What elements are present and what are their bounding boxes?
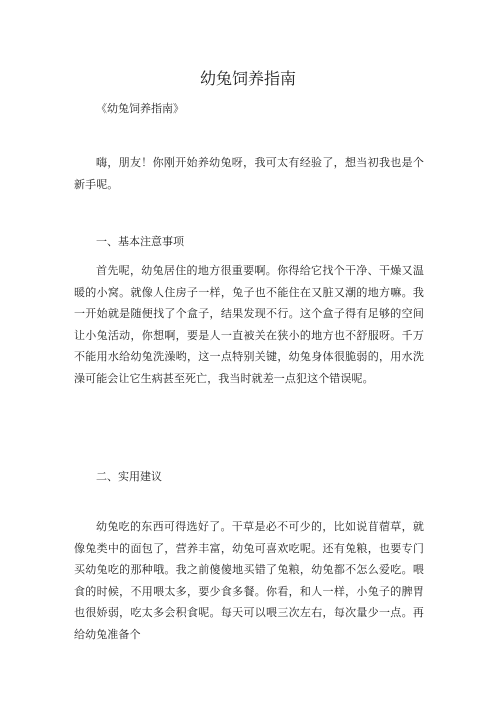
intro-paragraph: 嗨，朋友！你刚开始养幼兔呀，我可太有经验了，想当初我也是个新手呢。 [74,156,424,191]
section-heading-2: 二、实用建议 [96,470,162,483]
section-heading-1: 一、基本注意事项 [96,235,184,248]
document-subtitle: 《幼兔饲养指南》 [96,102,184,115]
section-body-1: 首先呢，幼兔居住的地方很重要啊。你得给它找个干净、干燥又温暖的小窝。就像人住房子一样，兔子也不能住在又脏又潮的地方嘛。我一开始就是随便找了个盒子，结果发现不行。这个盒子得有足够的空间让小兔活动，你想啊，要是人一直被关在狭小的地方也不舒服呀。千万不能用水给幼兔洗澡哟，这一点特别关键，幼兔身体很脆弱的，用水洗澡可能会让它生病甚至死亡，我当时就差一点犯这个错误呢。 [74,264,424,385]
document-title: 幼兔饲养指南 [199,69,296,88]
section-body-2: 幼兔吃的东西可得选好了。干草是必不可少的，比如说苜蓿草，就像兔类中的面包了，营养丰富，幼兔可喜欢吃呢。还有兔粮，也要专门买幼兔吃的那种哦。我之前傻傻地买错了兔粮，幼兔都不怎么爱吃。喂食的时候，不用喂太多，要少食多餐。你看，和人一样，小兔子的脾胃也很娇弱，吃太多会积食呢。每天可以喂三次左右，每次量少一点。再给幼兔准备个 [74,520,424,641]
